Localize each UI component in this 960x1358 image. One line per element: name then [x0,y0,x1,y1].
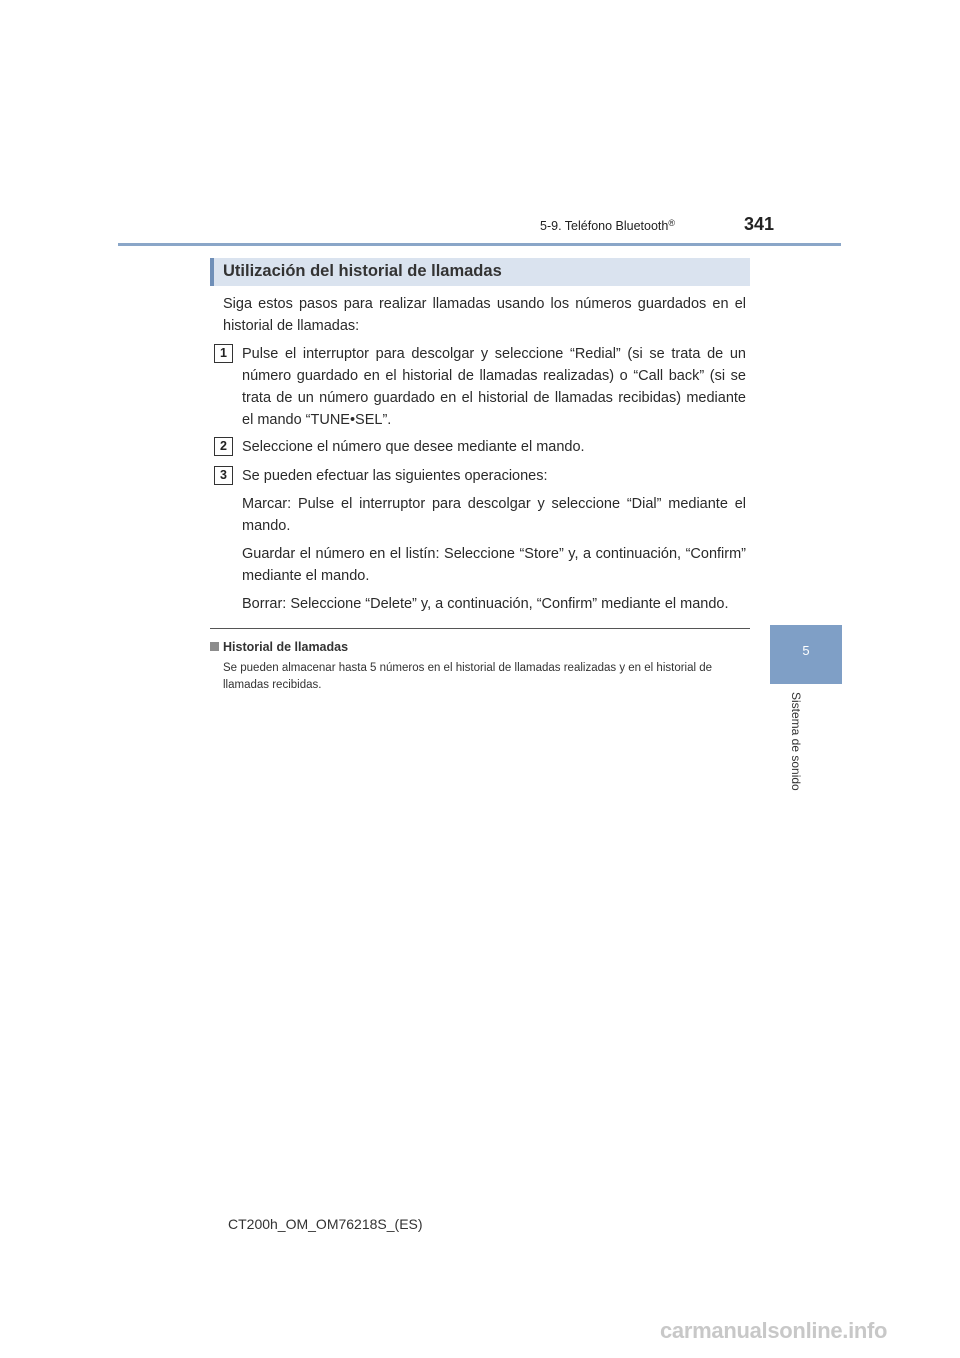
step-3-text: Se pueden efectuar las siguientes operaciones: [242,468,548,484]
operation-store: Guardar el número en el listín: Seleccione “Store” y, a continuación, “Confirm” mediante el mando. [242,546,746,584]
document-code: CT200h_OM_OM76218S_(ES) [228,1216,423,1232]
step-2-text: Seleccione el número que desee mediante el mando. [242,439,585,455]
intro-paragraph: Siga estos pasos para realizar llamadas usando los números guardados en el historial de llamadas: [223,296,746,334]
operation-dial: Marcar: Pulse el interruptor para descolgar y seleccione “Dial” mediante el mando. [242,496,746,534]
note-title [210,640,348,654]
section-heading [210,258,750,286]
step-3-badge: 3 [214,466,233,485]
chapter-tab [770,625,842,684]
note-body: Se pueden almacenar hasta 5 números en el historial de llamadas realizadas y en el historial de llamadas recibidas. [223,662,713,691]
step-1-badge: 1 [214,344,233,363]
note-divider [210,628,750,629]
chapter-title [540,218,700,233]
square-bullet-icon [210,642,219,651]
watermark: carmanualsonline.info [660,1318,888,1343]
step-2-badge: 2 [214,437,233,456]
section-title: Utilización del historial de llamadas [223,262,502,280]
chapter-side-label [787,692,803,802]
page-number: 341 [744,214,775,234]
header-divider [118,243,841,246]
operation-delete: Borrar: Seleccione “Delete” y, a continuación, “Confirm” mediante el mando. [242,596,729,612]
chapter-title-text: 5-9. Teléfono Bluetooth [540,219,669,233]
step-1-text: Pulse el interruptor para descolgar y seleccione “Redial” (si se trata de un número guardado en el historial de llamadas realizadas) o “Call back” (si se trata de un número guardado en el historial de llamadas recibidas) mediante el mando “TUNE•SEL”. [242,346,746,428]
chapter-tab-number: 5 [802,643,810,658]
chapter-side-label-text: Sistema de sonido [789,692,803,791]
registered-mark: ® [668,218,675,228]
note-title-text: Historial de llamadas [223,640,349,654]
